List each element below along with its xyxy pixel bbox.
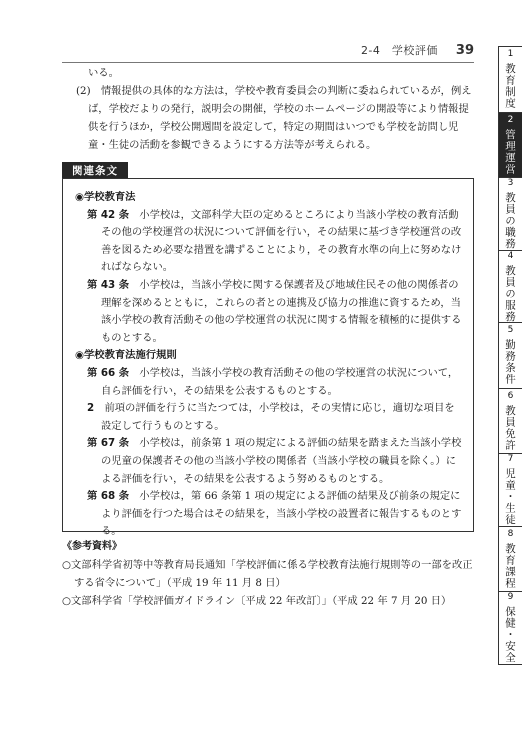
- law-heading: ◉学校教育法: [75, 191, 136, 203]
- paragraph-continuation: いる。: [88, 67, 119, 79]
- article-number: 第 68 条: [87, 490, 130, 503]
- chapter-tab-6[interactable]: 6 教員免許: [498, 388, 522, 455]
- chapter-tab-5[interactable]: 5 勤務条件: [498, 322, 522, 389]
- chapter-tab-3[interactable]: 3 教員の職務: [498, 177, 522, 251]
- body-text: [62, 64, 474, 154]
- article-text: 小学校は，文部科学大臣の定めるところにより当該小学校の教育活動その他の学校運営の状況について評価を行い，その結果に基づき学校運営の改善を図るため必要な措置を講ずることにより，その教育水準の向上に努めなければならない。: [101, 208, 462, 274]
- article-text: 小学校は，第 66 条第 1 項の規定による評価の結果及び前条の規定により評価を行つた場合はその結果を，当該小学校の設置者に報告するものとする。: [101, 490, 462, 538]
- article-number: 2: [87, 402, 95, 415]
- chapter-index-tabs: [498, 46, 522, 664]
- page-header: [62, 40, 474, 60]
- article-text: 前項の評価を行うに当たつては，小学校は，その実情に応じ，適切な項目を設定して行うものとする。: [94, 402, 455, 432]
- references: [62, 538, 482, 610]
- article-text: 小学校は，当該小学校の教育活動その他の学校運営の状況について，自ら評価を行い，その結果を公表するものとする。: [101, 366, 459, 397]
- article: [75, 207, 463, 277]
- reference-item: ○文部科学省初等中等教育局長通知「学校評価に係る学校教育法施行規則等の一部を改正する省令について」（平成 19 年 11 月 8 日）: [62, 559, 473, 589]
- chapter-tab-4[interactable]: 4 教員の服務: [498, 250, 522, 324]
- article: [75, 365, 463, 400]
- article-number: 第 66 条: [87, 366, 130, 379]
- chapter-tab-1[interactable]: 1 教育制度: [498, 46, 522, 113]
- section-title: 2-4 学校評価: [360, 44, 438, 57]
- related-articles-label: 関連条文: [62, 162, 128, 179]
- references-title: 《参考資料》: [62, 541, 122, 552]
- related-articles-box: [62, 178, 474, 538]
- article-number: 第 67 条: [87, 437, 130, 450]
- article: [75, 435, 463, 488]
- article-number: 第 42 条: [87, 208, 130, 221]
- article-number: 第 43 条: [87, 278, 130, 291]
- law-heading: ◉学校教育法施行規則: [75, 349, 177, 362]
- article-text: 小学校は，当該小学校に関する保護者及び地域住民その他の関係者の理解を深めるとともに，これらの者との連携及び協力の推進に資するため，当該小学校の教育活動その他の学校運営の状況に関する情報を積極的に提供するものとする。: [101, 278, 462, 344]
- reference-item: ○文部科学省「学校評価ガイドライン〔平成 22 年改訂〕」（平成 22 年 7 月 20 日）: [62, 595, 452, 607]
- chapter-tab-9[interactable]: 9 保健・安全: [498, 591, 522, 665]
- header-rule: [62, 62, 474, 63]
- chapter-tab-2[interactable]: 2 管理運営: [498, 112, 522, 179]
- chapter-tab-7[interactable]: 7 児童・生徒: [498, 453, 522, 527]
- page-number: 39: [455, 42, 474, 58]
- article: [75, 277, 463, 347]
- paragraph-item-2: (2) 情報提供の具体的な方法は，学校や教育委員会の判断に委ねられているが，例えば，学校だよりの発行，説明会の開催，学校のホームページの開設等により情報提供を行うほか，学校公開週間を設定して，特定の期間はいつでも学校を訪問し児童・生徒の活動を参観できるようにする方法等が考えられる。: [76, 85, 472, 151]
- article: [75, 400, 463, 435]
- article-text: 小学校は，前条第 1 項の規定による評価の結果を踏まえた当該小学校の児童の保護者その他の当該小学校の関係者（当該小学校の職員を除く。）による評価を行い，その結果を公表するよう努めるものとする。: [101, 437, 462, 485]
- article: [75, 488, 463, 541]
- chapter-tab-8[interactable]: 8 教育課程: [498, 526, 522, 593]
